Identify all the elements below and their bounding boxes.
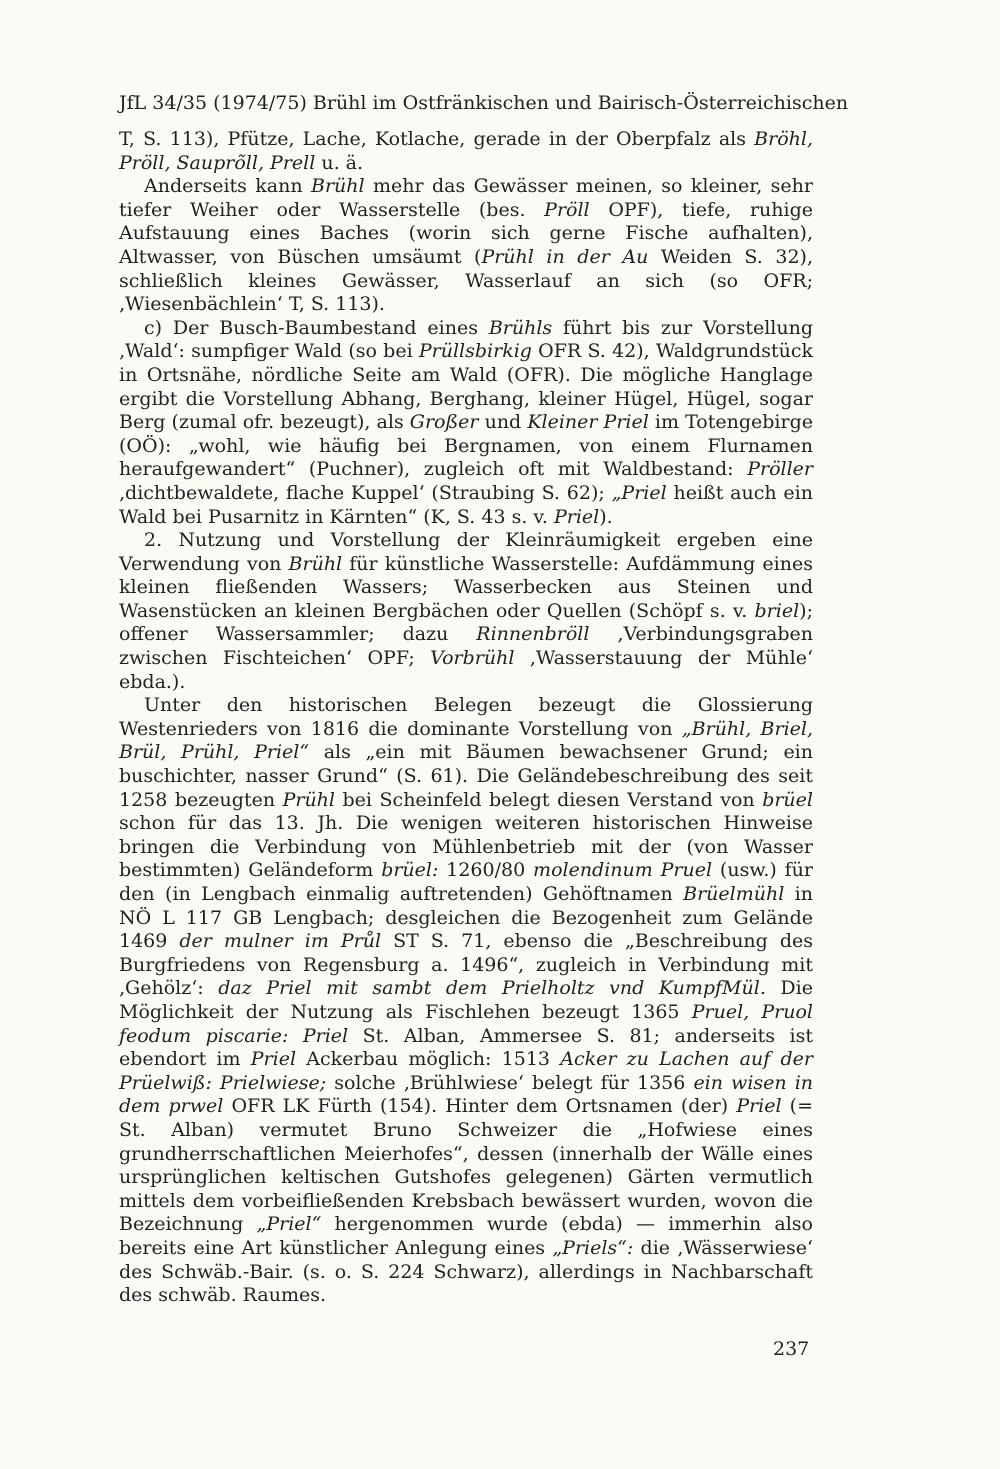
italic-run: Pröller (747, 458, 813, 481)
running-head: JfL 34/35 (1974/75) Brühl im Ostfränkischen und Bairisch-Österreichischen (119, 92, 849, 114)
italic-run: ein wisen in dem prwel (119, 1071, 814, 1118)
text-run: und (478, 411, 528, 434)
text-run: ); offener Wassersammler; dazu (119, 599, 813, 646)
text-run: hergenommen wurde (ebda) — immerhin also bereits eine Art künstlicher Anlegung eines (119, 1213, 813, 1259)
paragraph (119, 128, 813, 175)
text-run: für künstliche Wasserstelle: Aufdämmung eines kleinen fließenden Wassers; Wasserbecken aus Steinen und Wasenstücken an kleinen Bergbächen oder Quellen (Schöpf s. v. (119, 552, 813, 622)
paragraph (119, 175, 813, 317)
text-run: ). (599, 505, 613, 528)
text-run: OFR S. 42), Waldgrundstück in Ortsnähe, nördliche Seite am Wald (OFR). Die mögliche Hanglage ergibt die Vorstellung Abhang, Berghang, kleiner Hügel, Hügel, sogar Berg (zumal ofr. bezeugt), als (119, 340, 813, 434)
text-run: St. Alban, Ammersee S. 81; anderseits ist ebendort im (119, 1024, 813, 1071)
italic-run: der mulner im Průl (179, 930, 382, 953)
italic-run: „Brühl, Briel, Brül, Prühl, Priel“ (119, 717, 814, 764)
italic-run: Brüelmühl (683, 883, 785, 905)
italic-run: Acker zu Lachen auf der Prüelwiß: Prielwiese; (119, 1048, 813, 1094)
text-run: OPF), tiefe, ruhige Aufstauung eines Baches (worin sich gerne Fische aufhalten), Altwasser, von Büschen umsäumt ( (119, 198, 813, 268)
text-run: Anderseits kann (144, 175, 311, 198)
italic-run: „Priel“ (256, 1213, 322, 1236)
italic-run: Prühl (282, 788, 335, 811)
text-run: (= St. Alban) vermutet Bruno Schweizer die „Hofwiese eines grundherrschaftlichen Meierhofes“, dessen (innerhalb der Wälle eines ursprünglichen keltischen Gutshofes gelegenen) Gärten vermutlich mittels dem vorbeifließenden Krebsbach bewässert wurden, wovon die Bezeichnung (119, 1095, 814, 1236)
paragraph (119, 317, 813, 529)
text-run: ‚Wasserstauung der Mühle‘ ebda.). (119, 647, 814, 693)
italic-run: Prüllsbirkig (418, 340, 532, 363)
text-run: Ackerbau möglich: 1513 (296, 1048, 561, 1071)
text-run: schon für das 13. Jh. Die wenigen weiteren historischen Hinweise bringen die Verbindung von Mühlenbetrieb mit der (von Wasser bestimmten) Geländeform (119, 812, 813, 882)
italic-run: Priel (250, 1048, 297, 1071)
italic-run: Brühl (311, 175, 365, 198)
italic-run: Pröll (544, 198, 590, 221)
text-run: 1260/80 (438, 859, 534, 882)
italic-run: Brühls (488, 316, 553, 339)
text-run: heißt auch ein Wald bei Pusarnitz in Kärnten“ (K, S. 43 s. v. (119, 481, 813, 528)
text-run: als „ein mit Bäumen bewachsener Grund; ein buschichter, nasser Grund“ (S. 61). Die Geländebeschreibung des seit 1258 bezeugten (119, 741, 813, 811)
italic-run: Priel (736, 1095, 782, 1118)
text-run: ST S. 71, ebenso die „Beschreibung des Burgfriedens von Regensburg a. 1496“, zugleich in Verbindung mit ‚Gehölz‘: (119, 930, 813, 1000)
italic-run: brüel (762, 788, 813, 811)
text-run: bei Scheinfeld belegt diesen Verstand von (335, 788, 763, 811)
italic-run: briel (754, 599, 800, 622)
italic-run: brüel: (381, 859, 439, 882)
page-number: 237 (773, 1338, 810, 1360)
italic-run: daz Priel mit sambt dem Prielholtz vnd KumpfMül. (218, 977, 766, 1000)
italic-run: Priel (553, 505, 600, 528)
text-run: c) Der Busch-Baumbestand eines (144, 316, 489, 339)
text-run: in NÖ L 117 GB Lengbach; desgleichen die Bezogenheit zum Gelände 1469 (119, 883, 814, 953)
text-run: u. ä. (315, 151, 364, 174)
text-run: ‚Verbindungsgraben zwischen Fischteichen‘ OPF; (119, 623, 813, 670)
text-run: die ‚Wässerwiese‘ des Schwäb.-Bair. (s. o. S. 224 Schwarz), allerdings in Nachbarschaft des schwäb. Raumes. (119, 1236, 813, 1307)
text-run: Die Möglichkeit der Nutzung als Fischlehen bezeugt 1365 (119, 977, 813, 1023)
italic-run: Rinnenbröll (476, 623, 590, 646)
italic-run: Pruel, Pruol feodum piscarie: Priel (119, 1000, 813, 1047)
italic-run: Brühl (288, 552, 343, 575)
text-run: führt bis zur Vorstellung ‚Wald‘: sumpfiger Wald (so bei (119, 316, 813, 363)
italic-run: Großer (409, 411, 479, 434)
italic-run: Kleiner Priel (527, 411, 649, 434)
text-run: Weiden S. 32), schließlich kleines Gewässer, Wasserlauf an sich (so OFR; ‚Wiesenbächlein‘ T, S. 113). (119, 245, 813, 316)
body-text (119, 128, 813, 1308)
paragraph (119, 529, 813, 694)
italic-run: Vorbrühl (430, 647, 515, 670)
text-run: T, S. 113), Pfütze, Lache, Kotlache, gerade in der Oberpfalz als (119, 128, 755, 150)
text-run: 2. Nutzung und Vorstellung der Kleinräumigkeit ergeben eine Verwendung von (119, 529, 813, 575)
paragraph (119, 694, 813, 1307)
text-run: (usw.) für den (in Lengbach einmalig auftretenden) Gehöftnamen (119, 859, 813, 905)
text-run: im Totengebirge (OÖ): „wohl, wie häufig bei Bergnamen, von einem Flurnamen heraufgewandert“ (Puchner), zugleich oft mit Waldbestand: (119, 411, 813, 481)
text-run: Unter den historischen Belegen bezeugt die Glossierung Westenrieders von 1816 die dominante Vorstellung von (119, 694, 813, 740)
italic-run: „Priels“: (552, 1236, 634, 1259)
italic-run: Prühl in der Au (481, 245, 649, 268)
italic-run: „Priel (611, 481, 667, 504)
text-run: mehr das Gewässer meinen, so kleiner, sehr tiefer Weiher oder Wasserstelle (bes. (119, 175, 813, 221)
text-run: solche ‚Brühlwiese‘ belegt für 1356 (326, 1071, 694, 1094)
text-run: OFR LK Fürth (154). Hinter dem Ortsnamen (der) (223, 1095, 737, 1118)
text-run: ‚dichtbewaldete, flache Kuppel‘ (Straubing S. 62); (119, 481, 612, 504)
italic-run: molendinum Pruel (533, 859, 713, 882)
italic-run: Bröhl, Pröll, Sauprõll, Prell (119, 128, 813, 174)
